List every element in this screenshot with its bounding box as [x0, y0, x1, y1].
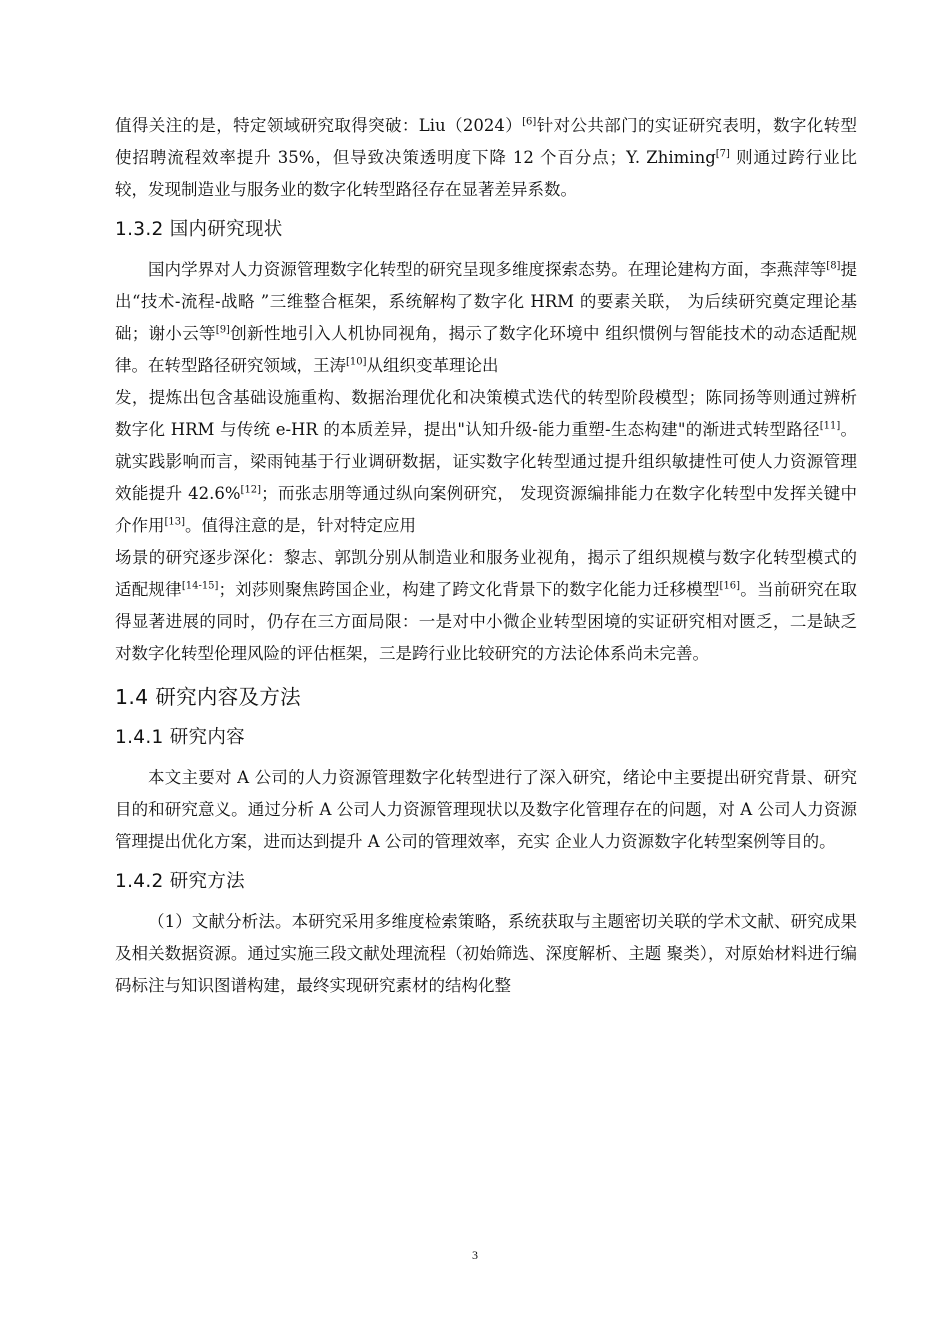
text-run: 发，提炼出包含基础设施重构、数据治理优化和决策模式迭代的转型阶段模型；陈同扬等则通过辨析数字化 HRM 与传统 e-HR 的本质差异，提出"认知升级-能力重塑-生态构建"的渐进式转型路径 — [115, 388, 857, 439]
heading-1-4-1: 1.4.1 研究内容 — [115, 727, 245, 748]
paragraph-research-methods: （1）文献分析法。本研究采用多维度检索策略，系统获取与主题密切关联的学术文献、研究成果及相关数据资源。通过实施三段文献处理流程（初始筛选、深度解析、主题 聚类），对原始材料进行编码标注与知识图谱构建，最终实现研究素材的结构化整 — [115, 912, 857, 995]
citation-ref: [11] — [819, 420, 841, 432]
text-run: 创新性地引入人机协同视角，揭示了数字化环境中 组织惯例与智能技术的动态适配规律。在转型路径研究领域，王涛 — [115, 324, 858, 375]
heading-1-3-2: 1.3.2 国内研究现状 — [115, 219, 283, 240]
citation-ref: [12] — [240, 484, 262, 496]
text-run: 。当前研究在取得显著进展的同时，仍存在三方面局限：一是对中小微企业转型困境的实证研究相对匮乏，二是缺乏对数字化转型伦理风险的评估框架，三是跨行业比较研究的方法论体系尚未完善。 — [115, 580, 857, 663]
paragraph-domestic-research-1 — [115, 254, 857, 382]
text-run: 国内学界对人力资源管理数字化转型的研究呈现多维度探索态势。在理论建构方面，李燕萍等 — [148, 260, 827, 279]
citation-ref: [9] — [215, 324, 230, 336]
text-run: 从组织变革理论出 — [366, 356, 499, 375]
heading-1-4: 1.4 研究内容及方法 — [115, 685, 301, 709]
text-run: ；刘莎则聚焦跨国企业，构建了跨文化背景下的数字化能力迁移模型 — [218, 580, 720, 599]
page-number: 3 — [472, 1248, 478, 1262]
text-run: ；而张志朋等通过纵向案例研究， 发现资源编排能力在数字化转型中发挥关键中介作用 — [115, 484, 857, 535]
text-run: 场景的研究逐步深化：黎志、郭凯分别从制造业和服务业视角，揭示了组织规模与数字化转型模式的适配规律 — [115, 548, 857, 599]
paragraph-domestic-research-3 — [115, 542, 857, 670]
citation-ref: [14-15] — [181, 580, 219, 592]
citation-ref: [7] — [715, 148, 730, 160]
paragraph-domestic-research-2 — [115, 382, 857, 542]
text-run: 。值得注意的是，针对特定应用 — [185, 516, 417, 535]
citation-ref: [6] — [522, 116, 537, 128]
text-run: 值得关注的是，特定领域研究取得突破：Liu（2024） — [115, 116, 523, 135]
text-run: 提出“技术-流程-战略 ”三维整合框架，系统解构了数字化 HRM 的要素关联， 为后续研究奠定理论基础；谢小云等 — [115, 260, 858, 343]
text-run: 针对公共部门的实证研究表明，数字化转型使招聘流程效率提升 35%，但导致决策透明度下降 12 个百分点；Y. Zhiming — [115, 116, 857, 167]
citation-ref: [10] — [346, 356, 367, 368]
paragraph-research-content: 本文主要对 A 公司的人力资源管理数字化转型进行了深入研究，绪论中主要提出研究背景、研究目的和研究意义。通过分析 A 公司人力资源管理现状以及数字化管理存在的问题，对 A 公司人力资源管理提出优化方案，进而达到提升 A 公司的管理效率，充实 企业人力资源数字化转型案例等目的。 — [115, 768, 857, 851]
text-run: 。就实践影响而言，梁雨钝基于行业调研数据，证实数字化转型通过提升组织敏捷性可使人力资源管理效能提升 42.6% — [115, 420, 858, 503]
citation-ref: [8] — [826, 260, 841, 272]
page-body — [115, 110, 857, 1002]
citation-ref: [16] — [719, 580, 741, 592]
heading-1-4-2: 1.4.2 研究方法 — [115, 871, 245, 892]
citation-ref: [13] — [164, 516, 186, 528]
paragraph-foreign-research-tail — [115, 110, 857, 206]
text-run: 则通过跨行业比较，发现制造业与服务业的数字化转型路径存在显著差异系数。 — [115, 148, 858, 199]
